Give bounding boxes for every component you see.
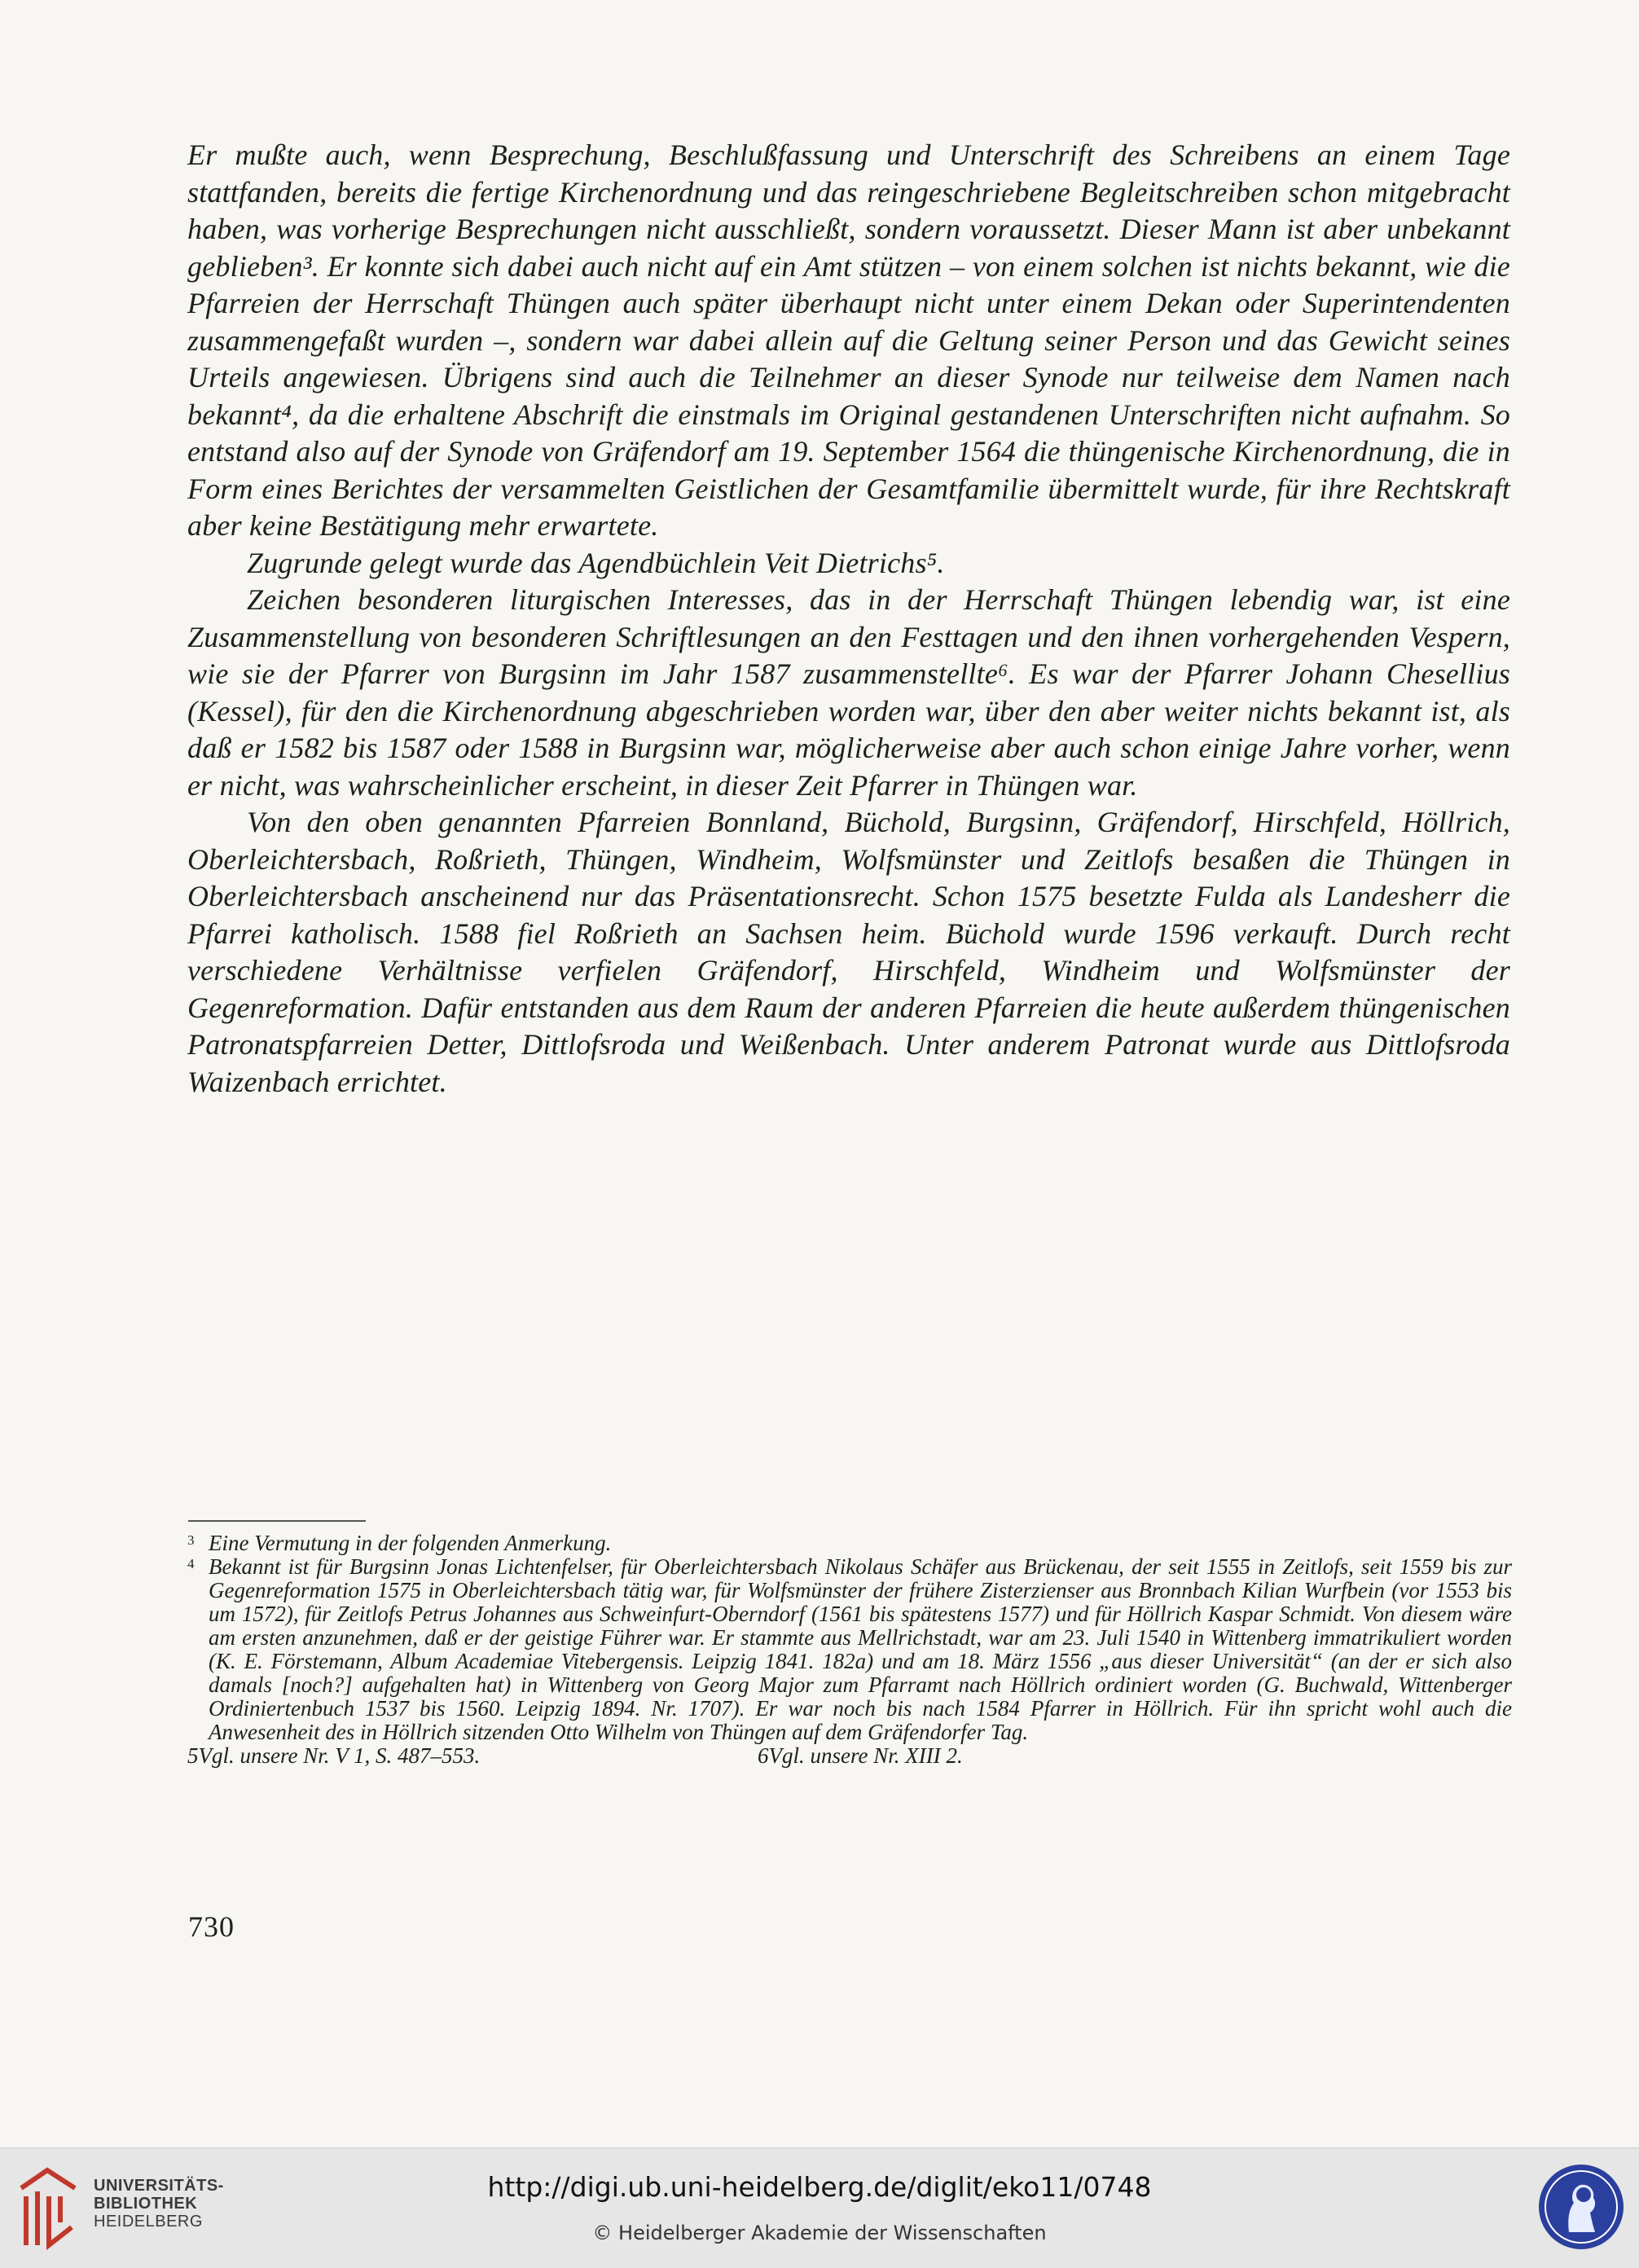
footnote [187, 1744, 758, 1768]
footnote-text: Bekannt ist für Burgsinn Jonas Lichtenfelser, für Oberleichtersbach Nikolaus Schäfer aus Brückenau, der seit 1555 in Zeitlofs, seit 1559 bis zur Gegenreformation 1575 in Oberleichtersbach tätig war, für Wolfsmünster der frühere Zisterzienser aus Bronnbach Kilian Wurfbein (vor 1553 bis um 1572), für Zeitlofs Petrus Johannes aus Schweinfurt-Oberndorf (1561 bis spätestens 1577) und für Höllrich Kaspar Schmidt. Von diesem wäre am ersten anzunehmen, daß er der geistige Führer war. Er stammte aus Mellrichstadt, war am 23. Juli 1540 in Wittenberg immatrikuliert worden (K. E. Förstemann, Album Academiae Vitebergensis. Leipzig 1841. 182a) und am 18. März 1556 „aus dieser Universität“ (an der er sich also damals [noch?] aufgehalten hat) in Wittenberg von Georg Major zum Pfarramt nach Höllrich ordiniert worden (G. Buchwald, Wittenberger Ordiniertenbuch 1537 bis 1560. Leipzig 1894. Nr. 1707). Er war noch bis nach 1584 Pfarrer in Höllrich. Für ihn spricht wohl auch die Anwesenheit des in Höllrich sitzenden Otto Wilhelm von Thüngen auf dem Gräfendorfer Tag. [209, 1554, 1512, 1744]
library-line: HEIDELBERG [94, 2213, 203, 2231]
footnote-text: Eine Vermutung in der folgenden Anmerkung. [209, 1531, 612, 1555]
footnote-row [187, 1744, 1512, 1768]
footnote-divider [188, 1520, 366, 1522]
footnote [187, 1555, 1512, 1744]
paragraph: Zeichen besonderen liturgischen Interesses, das in der Herrschaft Thüngen lebendig war, ist eine Zusammenstellung von besonderen Schriftlesungen an den Festtagen und den ihnen vorhergehenden Vespern, wie sie der Pfarrer von Burgsinn im Jahr 1587 zusammenstellte⁶. Es war der Pfarrer Johann Chesellius (Kessel), für den die Kirchenordnung abgeschrieben worden war, über den aber weiter nichts bekannt ist, als daß er 1582 bis 1587 oder 1588 in Burgsinn war, möglicherweise aber auch schon einige Jahre vorher, wenn er nicht, was wahrscheinlicher erscheint, in dieser Zeit Pfarrer in Thüngen war. [187, 583, 1510, 802]
main-text [187, 137, 1510, 1101]
paragraph: Von den oben genannten Pfarreien Bonnland, Büchold, Burgsinn, Gräfendorf, Hirschfeld, Höllrich, Oberleichtersbach, Roßrieth, Thüngen, Windheim, Wolfsmünster und Zeitlofs besaßen die Thüngen in Oberleichtersbach anscheinend nur das Präsentationsrecht. Schon 1575 besetzte Fulda als Landesherr die Pfarrei katholisch. 1588 fiel Roßrieth an Sachsen heim. Büchold wurde 1596 verkauft. Durch recht verschiedene Verhältnisse verfielen Gräfendorf, Hirschfeld, Windheim und Wolfsmünster der Gegenreformation. Dafür entstanden aus dem Raum der anderen Pfarreien die heute außerdem thüngenischen Patronatspfarreien Detter, Dittlofsroda und Weißenbach. Unter anderem Patronat wurde aus Dittlofsroda Waizenbach errichtet. [187, 806, 1510, 1098]
footnote-text: Vgl. unsere Nr. V 1, S. 487–553. [198, 1743, 481, 1768]
library-line: BIBLIOTHEK [94, 2195, 198, 2213]
viewer-footer [0, 2147, 1639, 2268]
academy-seal-icon[interactable] [1536, 2162, 1626, 2252]
footnotes [187, 1532, 1512, 1768]
copyright-text: © Heidelberger Akademie der Wissenschaften [592, 2222, 1047, 2244]
footnote [187, 1532, 1512, 1555]
paragraph: Zugrunde gelegt wurde das Agendbüchlein Veit Dietrichs⁵. [247, 546, 945, 579]
paragraph: Er mußte auch, wenn Besprechung, Beschlußfassung und Unterschrift des Schreibens an einem Tage stattfanden, bereits die fertige Kirchenordnung und das reingeschriebene Begleitschreiben schon mitgebracht haben, was vorherige Besprechungen nicht ausschließt, sondern voraussetzt. Dieser Mann ist aber unbekannt geblieben³. Er konnte sich dabei auch nicht auf ein Amt stützen – von einem solchen ist nichts bekannt, wie die Pfarreien der Herrschaft Thüngen auch später überhaupt nicht unter einem Dekan oder Superintendenten zusammengefaßt wurden –, sondern war dabei allein auf die Geltung seiner Person und das Gewicht seines Urteils angewiesen. Übrigens sind auch die Teilnehmer an dieser Synode nur teilweise dem Namen nach bekannt⁴, da die erhaltene Abschrift die einstmals im Original gestandenen Unterschriften nicht aufnahm. So entstand also auf der Synode von Gräfendorf am 19. September 1564 die thüngenische Kirchenordnung, die in Form eines Berichtes der versammelten Geistlichen der Gesamtfamilie übermittelt wurde, für ihre Rechtskraft aber keine Bestätigung mehr erwartete. [187, 138, 1510, 542]
page-number: 730 [188, 1910, 235, 1943]
permalink-url[interactable]: http://digi.ub.uni-heidelberg.de/diglit/eko11/0748 [487, 2171, 1152, 2203]
library-line: UNIVERSITÄTS- [94, 2177, 224, 2195]
footnote-number: 3 [187, 1532, 195, 1548]
footnote-text: Vgl. unsere Nr. XIII 2. [768, 1743, 963, 1768]
footnote [758, 1744, 1328, 1768]
footnote-number: 4 [187, 1556, 195, 1571]
footnote-number: 5 [187, 1743, 199, 1768]
footnote-number: 6 [758, 1743, 769, 1768]
